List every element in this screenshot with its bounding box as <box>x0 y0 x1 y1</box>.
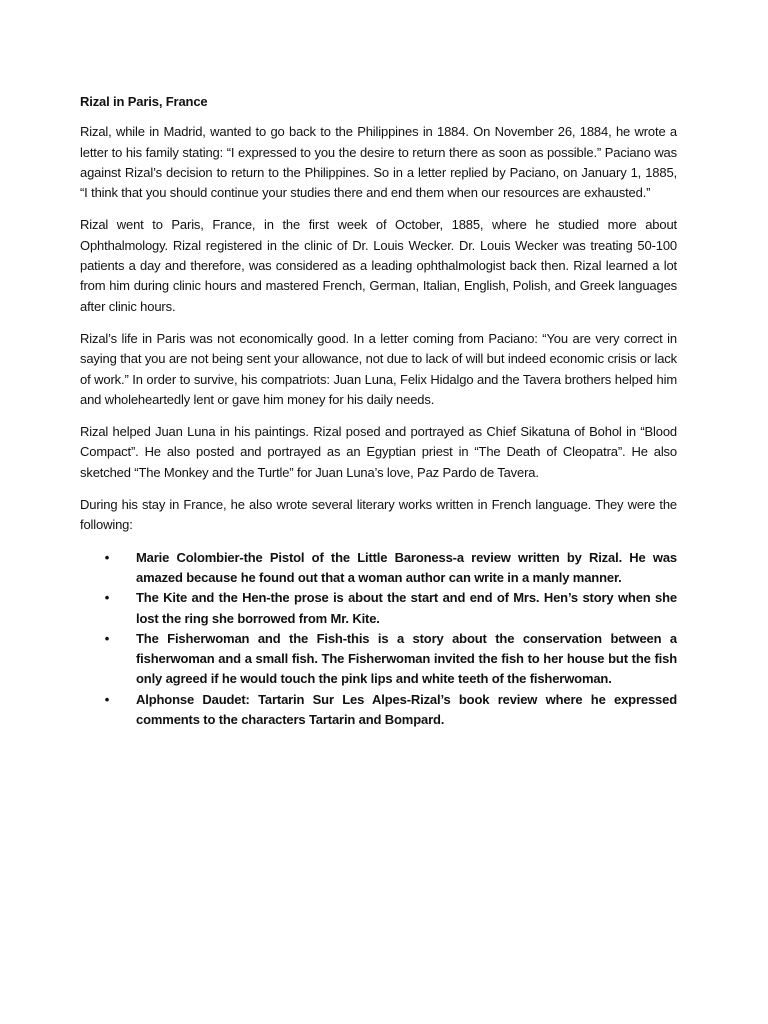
paragraph: Rizal helped Juan Luna in his paintings. Rizal posed and portrayed as Chief Sikatuna of Bohol in “Blood Compact”. He also posted and portrayed as an Egyptian priest in “The Death of Cleopatra”. He also sketched “The Monkey and the Turtle” for Juan Luna’s love, Paz Pardo de Tavera. <box>80 424 677 480</box>
bullet-icon: • <box>104 590 110 606</box>
list-item-text: Alphonse Daudet: Tartarin Sur Les Alpes-Rizal’s book review where he expressed comments to the characters Tartarin and Bompard. <box>136 691 677 728</box>
list-item <box>104 548 677 589</box>
paragraph: Rizal went to Paris, France, in the first week of October, 1885, where he studied more about Ophthalmology. Rizal registered in the clinic of Dr. Louis Wecker. Dr. Louis Wecker was treating 50-100 patients a day and therefore, was considered as a leading ophthalmologist back then. Rizal learned a lot from him during clinic hours and mastered French, German, Italian, English, Polish, and Greek languages after clinic hours. <box>80 217 677 314</box>
list-item-text: The Fisherwoman and the Fish-this is a story about the conservation between a fisherwoman and a small fish. The Fisherwoman invited the fish to her house but the fish only agreed if he would touch the pink lips and white teeth of the fisherwoman. <box>136 630 677 687</box>
bullet-icon: • <box>104 549 110 565</box>
bullet-icon: • <box>104 691 110 707</box>
paragraph: Rizal’s life in Paris was not economically good. In a letter coming from Paciano: “You are very correct in saying that you are not being sent your allowance, not due to lack of will but indeed economic crisis or lack of work.” In order to survive, his compatriots: Juan Luna, Felix Hidalgo and the Tavera brothers helped him and wholeheartedly lent or gave him money for his daily needs. <box>80 330 677 407</box>
list-item-text: The Kite and the Hen-the prose is about the start and end of Mrs. Hen’s story when she lost the ring she borrowed from Mr. Kite. <box>136 590 677 626</box>
paragraph: Rizal, while in Madrid, wanted to go back to the Philippines in 1884. On November 26, 1884, he wrote a letter to his family stating: “I expressed to you the desire to return there as soon as possible.” Paciano was against Rizal’s decision to return to the Philippines. So in a letter replied by Paciano, on January 1, 1885, “I think that you should continue your studies there and end them when our resources are exhausted.” <box>80 124 677 201</box>
paragraph: During his stay in France, he also wrote several literary works written in French language. They were the following: <box>80 497 677 533</box>
document-body <box>80 92 677 730</box>
list-item <box>104 690 677 731</box>
document-title: Rizal in Paris, France <box>80 94 208 109</box>
list-item <box>104 629 677 690</box>
bullet-icon: • <box>104 630 110 646</box>
list-item-text: Marie Colombier-the Pistol of the Little Baroness-a review written by Rizal. He was amazed because he found out that a woman author can write in a manly manner. <box>136 549 677 585</box>
list-item <box>104 588 677 629</box>
bullet-list <box>80 548 677 731</box>
